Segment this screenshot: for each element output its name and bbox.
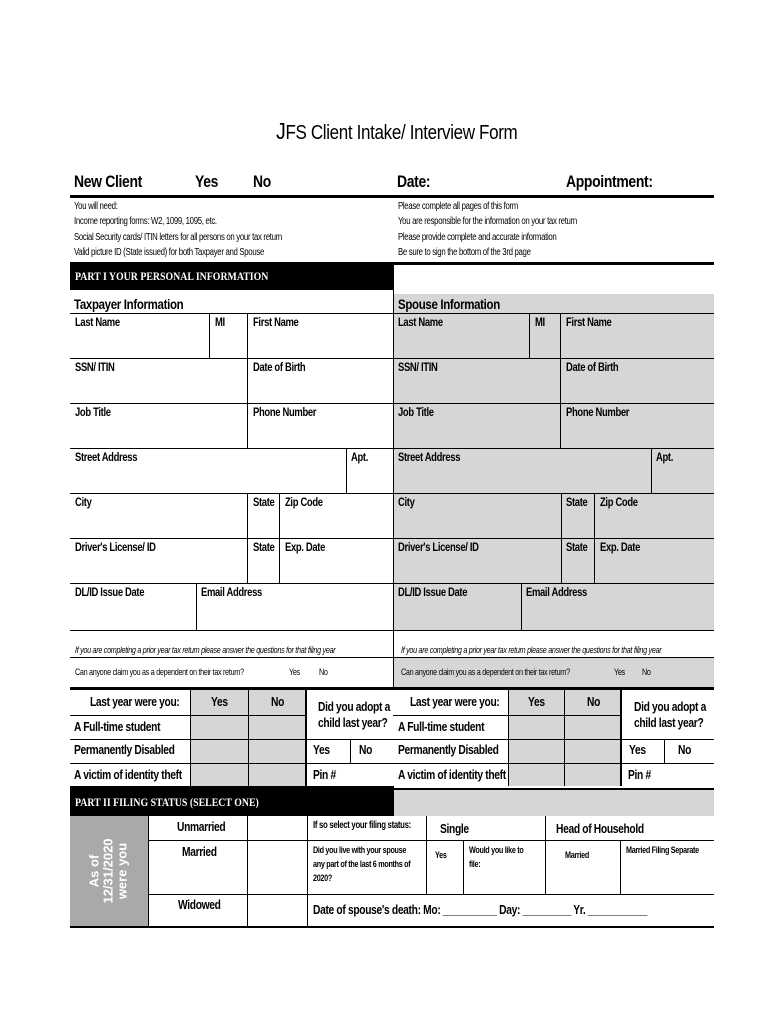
spouse-first-name-field[interactable]: First Name [566,317,612,329]
needs-left-2: Income reporting forms: W2, 1099, 1095, etc. [74,216,217,227]
spouse-state-field[interactable]: State [566,497,588,509]
spouse-street-field[interactable]: Street Address [398,452,461,464]
taxpayer-adopt-line2: child last year? [318,716,388,730]
spouse-dependent-no[interactable]: No [642,667,651,678]
spouse-adopt-yes[interactable]: Yes [629,743,646,757]
married-option[interactable]: Married [182,845,217,859]
taxpayer-zip-field[interactable]: Zip Code [285,497,323,509]
spouse-disabled-label: Permanently Disabled [398,743,499,757]
taxpayer-apt-field[interactable]: Apt. [351,452,369,464]
live-with-line2: any part of the last 6 months of [313,859,411,870]
taxpayer-exp-field[interactable]: Exp. Date [285,542,326,554]
title-text: FS Client Intake/ Interview Form [285,122,518,144]
side-label-line3: were you [114,842,130,900]
taxpayer-ssn-field[interactable]: SSN/ ITIN [75,362,115,374]
date-label: Date: [397,172,431,191]
spouse-issue-field[interactable]: DL/ID Issue Date [398,587,468,599]
spouse-death-date-field[interactable]: Date of spouse's death: Mo: __________ Day: _________ Yr. ___________ [313,903,648,917]
part1-top-rule [394,262,714,265]
live-with-yes[interactable]: Yes [435,850,447,861]
spouse-ssn-field[interactable]: SSN/ ITIN [398,362,438,374]
appointment-label: Appointment: [566,172,653,191]
taxpayer-last-year-label: Last year were you: [90,695,180,709]
spouse-last-name-field[interactable]: Last Name [398,317,443,329]
taxpayer-email-field[interactable]: Email Address [201,587,262,599]
taxpayer-victim-label: A victim of identity theft [74,768,182,782]
would-file-line1: Would you like to [469,845,524,856]
taxpayer-fulltime-label: A Full-time student [74,720,161,734]
spouse-last-year-label: Last year were you: [410,695,500,709]
needs-right-4: Be sure to sign the bottom of the 3rd page [398,247,531,258]
taxpayer-mi-field[interactable]: MI [215,317,225,329]
spouse-email-field[interactable]: Email Address [526,587,587,599]
spouse-pin-field[interactable]: Pin # [628,768,651,782]
taxpayer-dob-field[interactable]: Date of Birth [253,362,306,374]
taxpayer-dependent-no[interactable]: No [319,667,328,678]
spouse-adopt-line1: Did you adopt a [634,700,706,714]
married-filing-jointly-option[interactable]: Married [565,850,589,861]
if-so-label: If so select your filing status: [313,820,411,831]
spouse-exp-field[interactable]: Exp. Date [600,542,641,554]
taxpayer-dependent-question: Can anyone claim you as a dependent on their tax return? [75,667,244,678]
side-label-line2: 12/31/2020 [100,838,116,904]
new-client-yes[interactable]: Yes [195,172,219,191]
part2-title: PART II FILING STATUS (SELECT ONE) [75,795,259,809]
needs-right-2: You are responsible for the information on your tax return [398,216,577,227]
spouse-fulltime-label: A Full-time student [398,720,485,734]
spouse-license-state-field[interactable]: State [566,542,588,554]
taxpayer-last-year-no: No [271,695,285,709]
part1-title: PART I YOUR PERSONAL INFORMATION [75,269,269,283]
title-letter-j: J [276,118,286,144]
spouse-dependent-yes[interactable]: Yes [614,667,625,678]
taxpayer-last-year-yes: Yes [211,695,228,709]
needs-right-3: Please provide complete and accurate information [398,232,557,243]
taxpayer-adopt-no[interactable]: No [359,743,373,757]
spouse-phone-field[interactable]: Phone Number [566,407,630,419]
side-label-line1: As of [86,854,102,888]
live-with-line3: 2020? [313,873,332,884]
spouse-dependent-question: Can anyone claim you as a dependent on their tax return? [401,667,570,678]
taxpayer-dependent-yes[interactable]: Yes [289,667,300,678]
single-option[interactable]: Single [440,822,469,836]
taxpayer-heading: Taxpayer Information [74,296,184,312]
taxpayer-adopt-yes[interactable]: Yes [313,743,330,757]
taxpayer-phone-field[interactable]: Phone Number [253,407,317,419]
married-filing-separate-option[interactable]: Married Filing Separate [626,845,699,856]
spouse-zip-field[interactable]: Zip Code [600,497,638,509]
spouse-last-year-no: No [587,695,601,709]
form-title [276,118,517,145]
hoh-option[interactable]: Head of Household [556,822,644,836]
taxpayer-street-field[interactable]: Street Address [75,452,138,464]
spouse-adopt-line2: child last year? [634,716,704,730]
spouse-heading: Spouse Information [398,296,500,312]
spouse-adopt-no[interactable]: No [678,743,692,757]
taxpayer-state-field[interactable]: State [253,497,275,509]
taxpayer-job-field[interactable]: Job Title [75,407,111,419]
new-client-no[interactable]: No [253,172,271,191]
taxpayer-license-field[interactable]: Driver's License/ ID [75,542,156,554]
taxpayer-last-name-field[interactable]: Last Name [75,317,120,329]
spouse-license-field[interactable]: Driver's License/ ID [398,542,479,554]
spouse-victim-label: A victim of identity theft [398,768,506,782]
spouse-last-year-yes: Yes [528,695,545,709]
live-with-line1: Did you live with your spouse [313,845,407,856]
needs-left-4: Valid picture ID (State issued) for both Taxpayer and Spouse [74,247,264,258]
would-file-line2: file: [469,859,481,870]
spouse-dob-field[interactable]: Date of Birth [566,362,619,374]
taxpayer-adopt-line1: Did you adopt a [318,700,390,714]
unmarried-option[interactable]: Unmarried [177,820,226,834]
spouse-apt-field[interactable]: Apt. [656,452,674,464]
taxpayer-prior-year-note: If you are completing a prior year tax return please answer the questions for that filing year [75,645,336,656]
taxpayer-issue-field[interactable]: DL/ID Issue Date [75,587,145,599]
header-rule [70,195,714,198]
spouse-prior-year-note: If you are completing a prior year tax return please answer the questions for that filing year [401,645,662,656]
needs-left-1: You will need: [74,201,118,212]
taxpayer-license-state-field[interactable]: State [253,542,275,554]
spouse-job-field[interactable]: Job Title [398,407,434,419]
needs-left-3: Social Security cards/ ITIN letters for all persons on your tax return [74,232,282,243]
new-client-label: New Client [74,172,142,191]
spouse-city-field[interactable]: City [398,497,415,509]
taxpayer-disabled-label: Permanently Disabled [74,743,175,757]
spouse-mi-field[interactable]: MI [535,317,545,329]
taxpayer-city-field[interactable]: City [75,497,92,509]
needs-right-1: Please complete all pages of this form [398,201,518,212]
widowed-option[interactable]: Widowed [178,898,221,912]
taxpayer-first-name-field[interactable]: First Name [253,317,299,329]
taxpayer-pin-field[interactable]: Pin # [313,768,336,782]
